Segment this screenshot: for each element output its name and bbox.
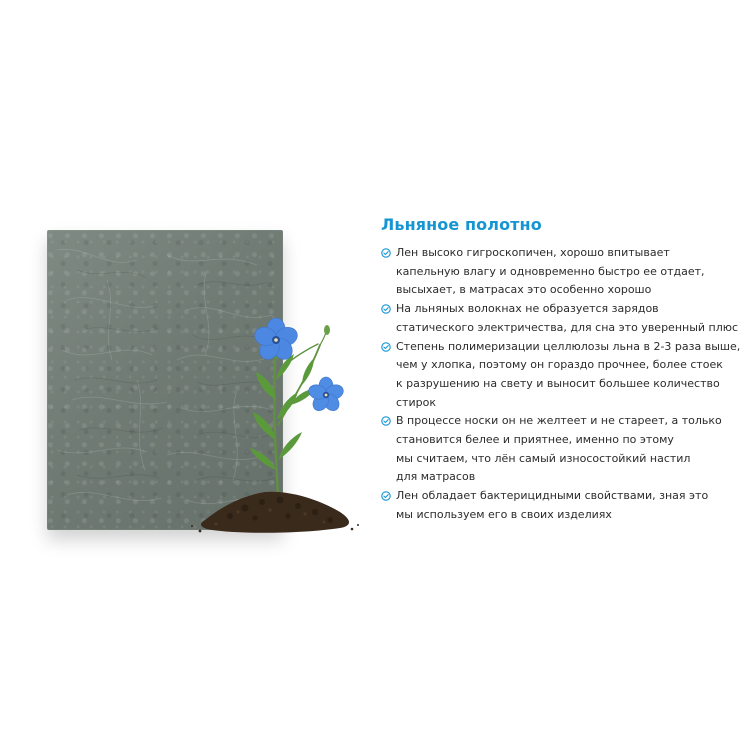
flax-flower-small — [307, 377, 345, 414]
soil-mound — [191, 492, 359, 533]
feature-item-durability — [381, 412, 743, 487]
check-circle-icon — [381, 248, 391, 258]
section-title: Льняное полотно — [381, 215, 542, 234]
feature-text: На льняных волокнах не образуется зарядов статического электричества, для сна это уверенный плюс — [396, 302, 739, 334]
feature-item-antibacterial — [381, 487, 743, 524]
feature-item-absorbency — [381, 244, 743, 300]
check-circle-icon — [381, 342, 391, 352]
feature-text: Лен обладает бактерицидными свойствами, зная это мы используем его в своих изделиях — [396, 489, 709, 521]
flax-plant — [40, 220, 370, 550]
feature-text: В процессе носки он не желтеет и не стареет, а только становится белее и приятнее, именно по этому мы считаем, что лён самый износостойкий настил для матрасов — [396, 414, 722, 484]
feature-text: Степень полимеризации целлюлозы льна в 2-3 раза выше, чем у хлопка, поэтому он гораздо прочнее, более стоек к разрушению на свету и выносит большее количество стирок — [396, 339, 741, 409]
check-circle-icon — [381, 304, 391, 314]
check-circle-icon — [381, 416, 391, 426]
feature-item-antistatic — [381, 300, 743, 337]
flax-bud — [324, 325, 330, 335]
feature-text: Лен высоко гигроскопичен, хорошо впитывает капельную влагу и одновременно быстро ее отдает, высыхает, в матрасах это особенно хорошо — [396, 246, 705, 297]
check-circle-icon — [381, 491, 391, 501]
linen-illustration — [40, 220, 370, 550]
feature-list — [381, 244, 743, 525]
feature-text-block — [381, 214, 743, 525]
feature-item-strength — [381, 338, 743, 413]
